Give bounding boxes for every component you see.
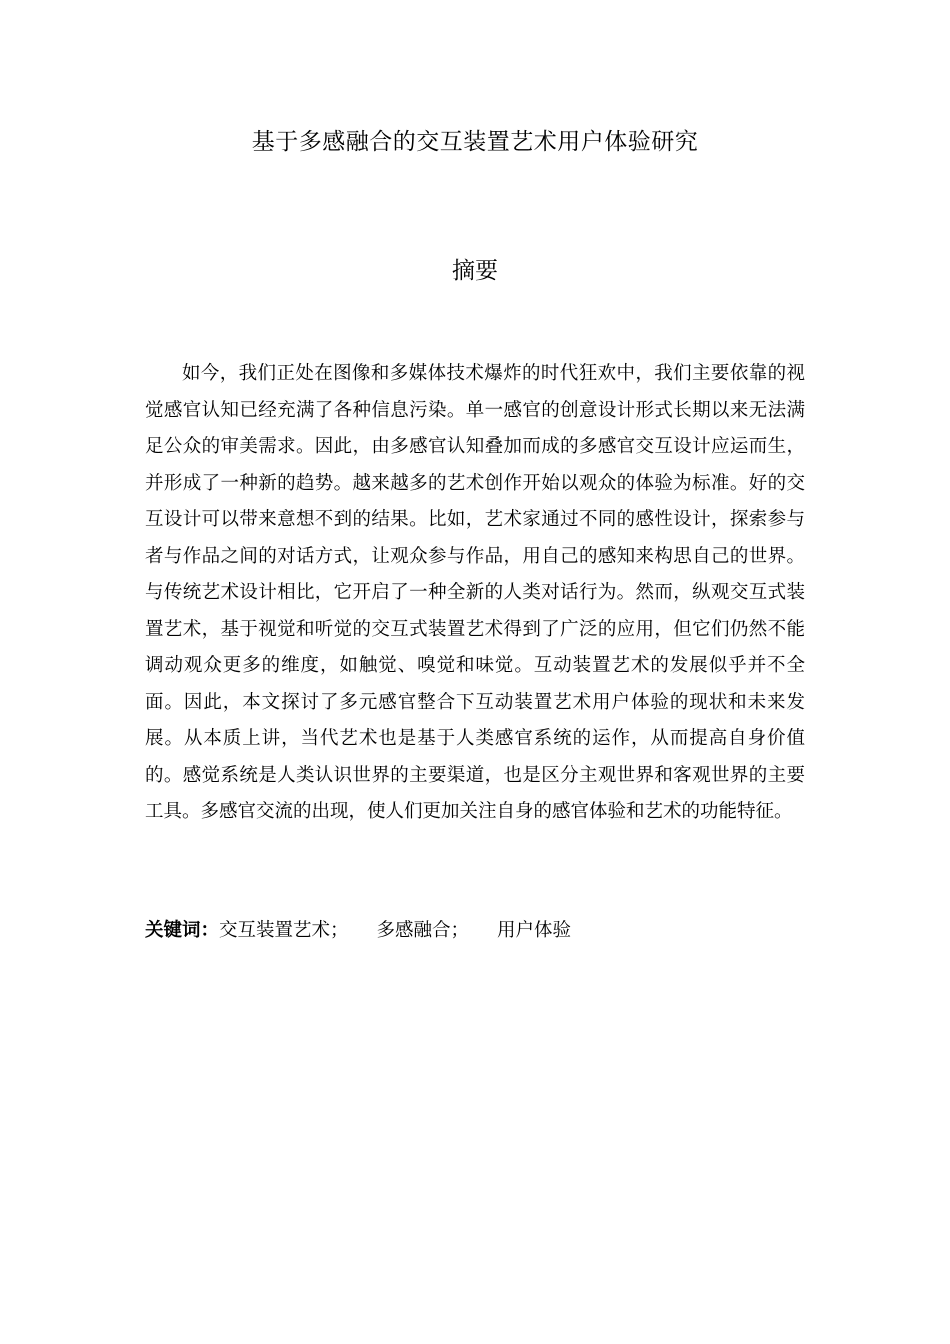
keyword-item: 用户体验	[497, 920, 572, 941]
keyword-item: 多感融合；	[376, 920, 470, 941]
abstract-body: 如今，我们正处在图像和多媒体技术爆炸的时代狂欢中，我们主要依靠的视觉感官认知已经充满了各种信息污染。单一感官的创意设计形式长期以来无法满足公众的审美需求。因此，由多感官认知叠加而成的多感官交互设计应运而生，并形成了一种新的趋势。越来越多的艺术创作开始以观众的体验为标准。好的交互设计可以带来意想不到的结果。比如，艺术家通过不同的感性设计，探索参与者与作品之间的对话方式，让观众参与作品，用自己的感知来构思自己的世界。与传统艺术设计相比，它开启了一种全新的人类对话行为。然而，纵观交互式装置艺术，基于视觉和听觉的交互式装置艺术得到了广泛的应用，但它们仍然不能调动观众更多的维度，如触觉、嗅觉和味觉。互动装置艺术的发展似乎并不全面。因此，本文探讨了多元感官整合下互动装置艺术用户体验的现状和未来发展。从本质上讲，当代艺术也是基于人类感官系统的运作，从而提高自身价值的。感觉系统是人类认识世界的主要渠道，也是区分主观世界和客观世界的主要工具。多感官交流的出现，使人们更加关注自身的感官体验和艺术的功能特征。	[145, 363, 805, 822]
keyword-item: 交互装置艺术；	[219, 920, 349, 941]
paper-title: 基于多感融合的交互装置艺术用户体验研究	[251, 129, 699, 155]
abstract-heading: 摘要	[452, 258, 498, 284]
keywords-label: 关键词：	[145, 920, 220, 941]
keywords-line	[145, 914, 805, 948]
